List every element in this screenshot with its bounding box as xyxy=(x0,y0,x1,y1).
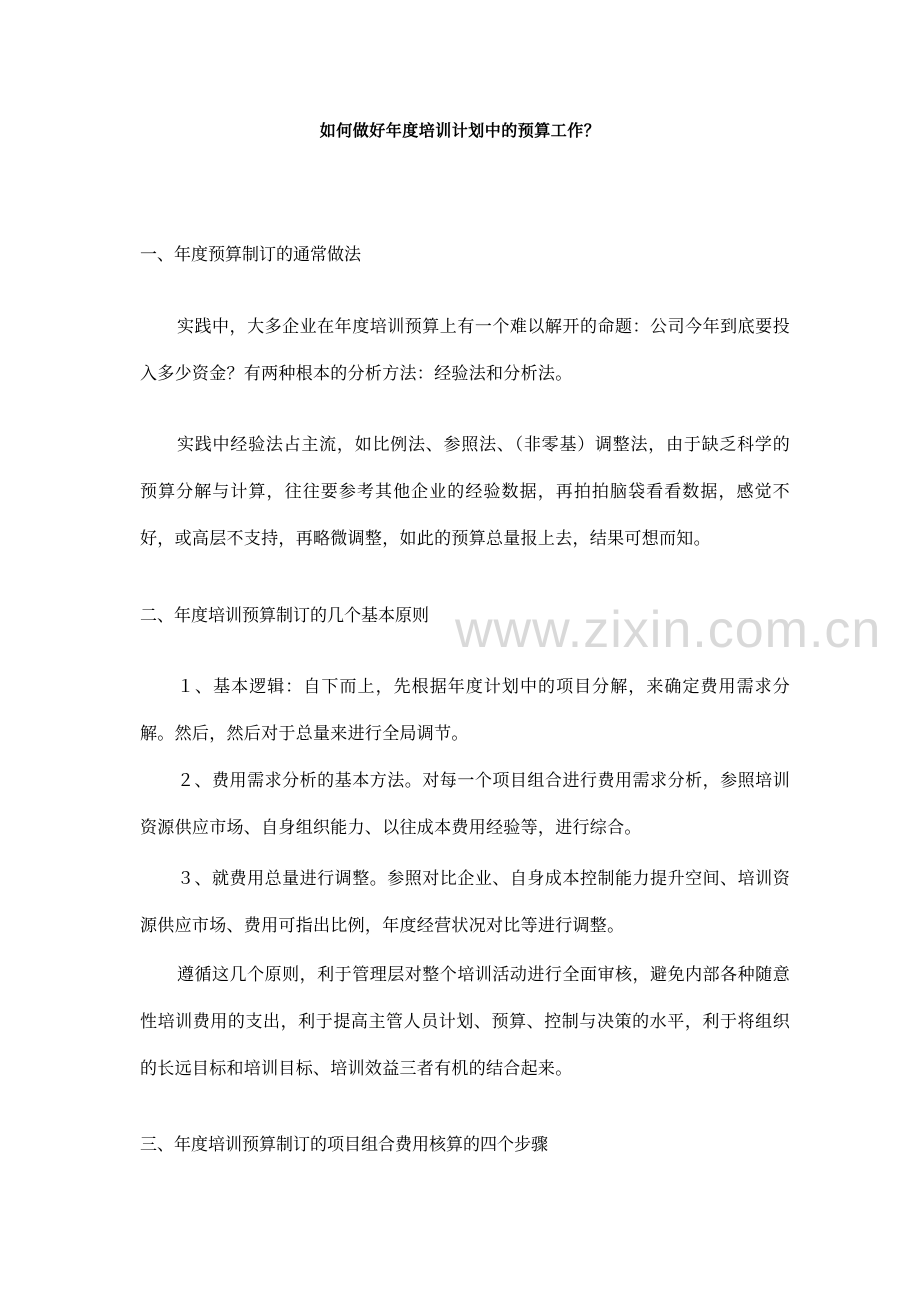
section-1-paragraph-1: 实践中，大多企业在年度培训预算上有一个难以解开的命题：公司今年到底要投入多少资金？有两种根本的分析方法：经验法和分析法。 xyxy=(140,317,790,384)
section-2-paragraph-2: ２、费用需求分析的基本方法。对每一个项目组合进行费用需求分析，参照培训资源供应市场、自身组织能力、以往成本费用经验等，进行综合。 xyxy=(140,771,790,838)
section-3-heading: 三、年度培训预算制订的项目组合费用核算的四个步骤 xyxy=(140,1135,548,1155)
section-1-heading: 一、年度预算制订的通常做法 xyxy=(140,245,361,265)
section-2-paragraph-1: １、基本逻辑：自下而上，先根据年度计划中的项目分解，来确定费用需求分解。然后，然后对于总量来进行全局调节。 xyxy=(140,677,790,744)
section-2-paragraph-3: ３、就费用总量进行调整。参照对比企业、自身成本控制能力提升空间、培训资源供应市场、费用可指出比例，年度经营状况对比等进行调整。 xyxy=(140,869,790,936)
watermark: www.zixin.com.cn xyxy=(455,601,882,659)
section-1-paragraph-2: 实践中经验法占主流，如比例法、参照法、（非零基）调整法，由于缺乏科学的预算分解与计算，往往要参考其他企业的经验数据，再拍拍脑袋看看数据，感觉不好，或高层不支持，再略微调整，如此的预算总量报上去，结果可想而知。 xyxy=(140,435,790,549)
document-title: 如何做好年度培训计划中的预算工作？ xyxy=(319,121,601,140)
section-2-heading: 二、年度培训预算制订的几个基本原则 xyxy=(140,606,429,626)
section-2-paragraph-4: 遵循这几个原则，利于管理层对整个培训活动进行全面审核，避免内部各种随意性培训费用的支出，利于提高主管人员计划、预算、控制与决策的水平，利于将组织的长远目标和培训目标、培训效益三者有机的结合起来。 xyxy=(140,965,790,1079)
